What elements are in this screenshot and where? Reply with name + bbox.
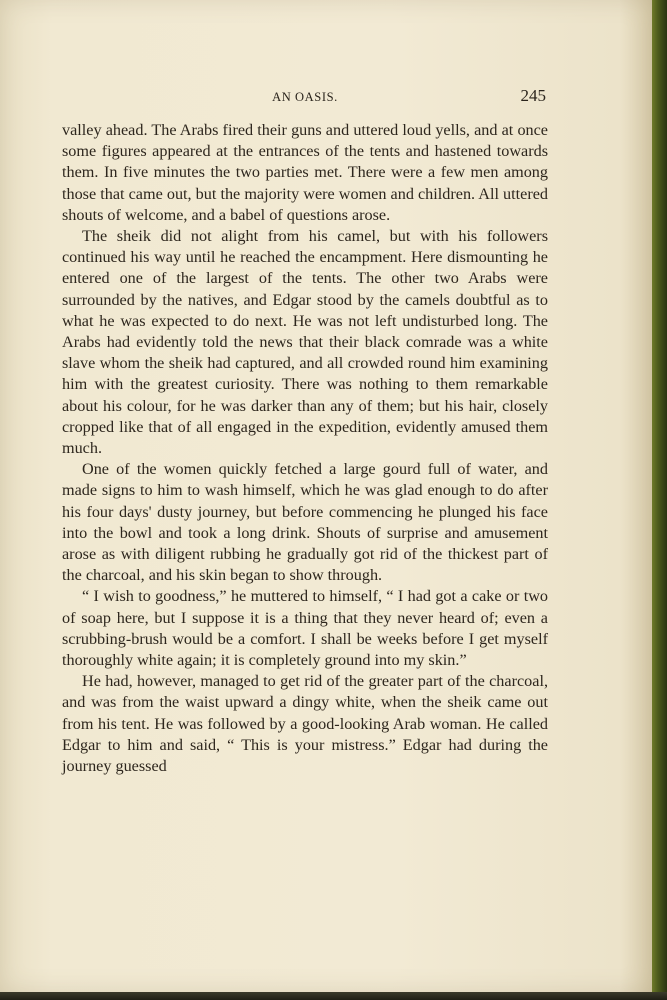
page-number: 245 (520, 86, 546, 105)
paragraph: He had, however, managed to get rid of the greater part of the charcoal, and was from the waist upward a dingy white, when the sheik came out from his tent. He was followed by a good-looking Arab woman. He called Edgar to him and said, “ This is your mistress.” Edgar had during the journey guessed (62, 672, 548, 776)
paragraph: “ I wish to goodness,” he muttered to himself, “ I had got a cake or two of soap here, but I suppose it is a thing that they never heard of; even a scrubbing-brush would be a comfort. I shall be weeks before I get myself thoroughly white again; it is completely ground into my skin.” (62, 587, 548, 670)
book-edge-bottom (0, 992, 667, 1000)
paragraph: valley ahead. The Arabs fired their guns and uttered loud yells, and at once some figures appeared at the entrances of the tents and hastened towards them. In five minutes the two parties met. There were a few men among those that came out, but the majority were women and children. All uttered shouts of welcome, and a babel of questions arose. (62, 121, 548, 224)
book-edge-right (652, 0, 667, 1000)
running-head: AN OASIS. (272, 90, 338, 104)
body-text (62, 120, 548, 777)
paragraph: One of the women quickly fetched a large gourd full of water, and made signs to him to wash himself, which he was glad enough to do after his four days' dusty journey, but before commencing he plunged his face into the bowl and took a long drink. Shouts of surprise and amusement arose as with diligent rubbing he gradually got rid of the thickest part of the charcoal, and his skin began to show through. (62, 460, 548, 585)
page-header (62, 86, 548, 110)
paragraph: The sheik did not alight from his camel, but with his followers continued his way until he reached the encampment. Here dismounting he entered one of the largest of the tents. The other two Arabs were surrounded by the natives, and Edgar stood by the camels doubtful as to what he was expected to do next. He was not left undisturbed long. The Arabs had evidently told the news that their black comrade was a white slave whom the sheik had captured, and all crowded round him examining him with the greatest curiosity. There was nothing to them remarkable about his colour, for he was darker than any of them; but his hair, closely cropped like that of all engaged in the expedition, evidently amused them much. (62, 227, 548, 458)
